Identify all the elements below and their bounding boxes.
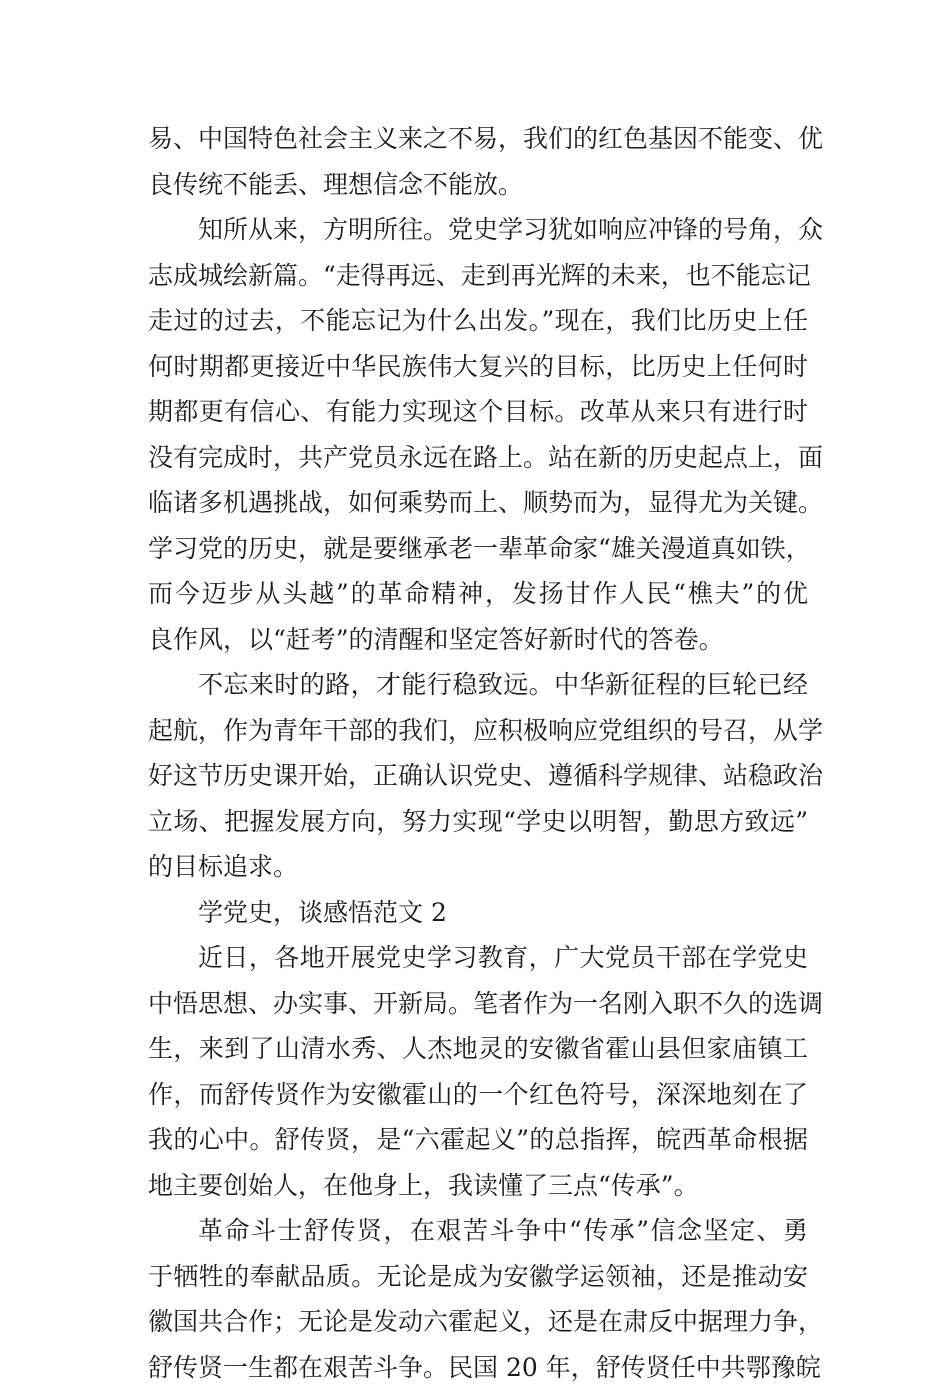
text-line: 不忘来时的路，才能行稳致远。中华新征程的巨轮已经 — [148, 662, 808, 708]
text-line: 易、中国特色社会主义来之不易，我们的红色基因不能变、优 — [148, 116, 808, 162]
text-line: 良传统不能丢、理想信念不能放。 — [148, 162, 808, 208]
text-line: 走过的过去，不能忘记为什么出发。”现在，我们比历史上任 — [148, 298, 808, 344]
text-line: 临诸多机遇挑战，如何乘势而上、顺势而为，显得尤为关键。 — [148, 480, 808, 526]
text-line: 起航，作为青年干部的我们，应积极响应党组织的号召，从学 — [148, 708, 808, 754]
text-line: 徽国共合作；无论是发动六霍起义，还是在肃反中据理力争， — [148, 1299, 808, 1345]
text-line: 近日，各地开展党史学习教育，广大党员干部在学党史 — [148, 935, 808, 981]
text-line: 好这节历史课开始，正确认识党史、遵循科学规律、站稳政治 — [148, 753, 808, 799]
text-line: 志成城绘新篇。“走得再远、走到再光辉的未来，也不能忘记 — [148, 253, 808, 299]
text-line: 学党史，谈感悟范文 2 — [148, 890, 808, 936]
text-line: 我的心中。舒传贤，是“六霍起义”的总指挥，皖西革命根据 — [148, 1117, 808, 1163]
text-line: 何时期都更接近中华民族伟大复兴的目标，比历史上任何时 — [148, 344, 808, 390]
text-line: 生，来到了山清水秀、人杰地灵的安徽省霍山县但家庙镇工 — [148, 1026, 808, 1072]
text-line: 良作风，以“赶考”的清醒和坚定答好新时代的答卷。 — [148, 617, 808, 663]
document-body — [148, 116, 808, 1390]
text-line: 没有完成时，共产党员永远在路上。站在新的历史起点上，面 — [148, 435, 808, 481]
text-line: 中悟思想、办实事、开新局。笔者作为一名刚入职不久的选调 — [148, 981, 808, 1027]
text-line: 期都更有信心、有能力实现这个目标。改革从来只有进行时 — [148, 389, 808, 435]
text-line: 学习党的历史，就是要继承老一辈革命家“雄关漫道真如铁， — [148, 526, 808, 572]
text-line: 而今迈步从头越”的革命精神，发扬甘作人民“樵夫”的优 — [148, 571, 808, 617]
text-line: 革命斗士舒传贤，在艰苦斗争中“传承”信念坚定、勇 — [148, 1208, 808, 1254]
text-line: 作，而舒传贤作为安徽霍山的一个红色符号，深深地刻在了 — [148, 1072, 808, 1118]
text-line: 立场、把握发展方向，努力实现“学史以明智，勤思方致远” — [148, 799, 808, 845]
text-line: 知所从来，方明所往。党史学习犹如响应冲锋的号角，众 — [148, 207, 808, 253]
text-line: 的目标追求。 — [148, 844, 808, 890]
text-line: 舒传贤一生都在艰苦斗争。民国 20 年，舒传贤任中共鄂豫皖 — [148, 1345, 808, 1390]
text-line: 于牺牲的奉献品质。无论是成为安徽学运领袖，还是推动安 — [148, 1254, 808, 1300]
text-line: 地主要创始人，在他身上，我读懂了三点“传承”。 — [148, 1163, 808, 1209]
